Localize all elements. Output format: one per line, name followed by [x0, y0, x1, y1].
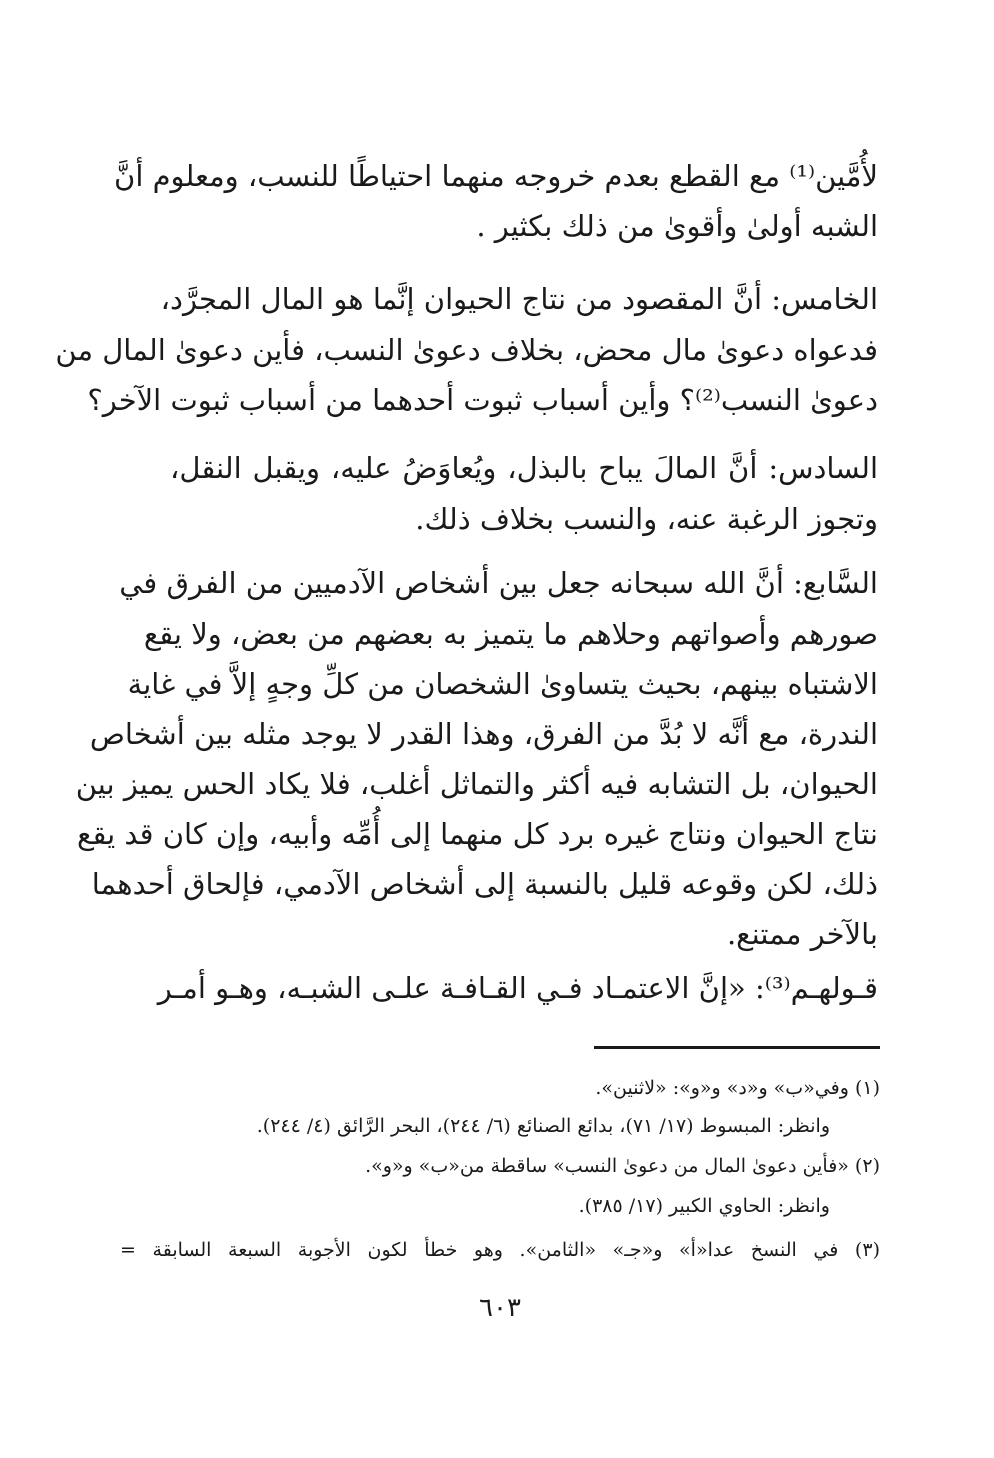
- body-line-5: دعوىٰ النسب⁽²⁾؟ وأين أسباب ثبوت أحدهما من أسباب ثبوت الآخر؟: [87, 383, 878, 417]
- body-line-12: الحيوان، بل التشابه فيه أكثر والتماثل أغلب، فلا يكاد الحس يميز بين: [75, 767, 878, 801]
- footnote-2-ref: وانظر: الحاوي الكبير (١٧/ ٣٨٥).: [578, 1195, 830, 1217]
- body-line-4: فدعواه دعوىٰ مال محض، بخلاف دعوىٰ النسب، فأين دعوىٰ المال من: [55, 333, 878, 367]
- body-line-11: الندرة، مع أنَّه لا بُدَّ من الفرق، وهذا القدر لا يوجد مثله بين أشخاص: [89, 717, 878, 751]
- footnote-2: (٢) «فأين دعوىٰ المال من دعوىٰ النسب» ساقطة من«ب» و«و».: [365, 1155, 880, 1177]
- body-line-8: السَّابع: أنَّ الله سبحانه جعل بين أشخاص الآدميين من الفرق في: [119, 566, 878, 600]
- body-line-1: لأُمَّين⁽¹⁾ مع القطع بعدم خروجه منهما احتياطًا للنسب، ومعلوم أنَّ: [114, 159, 878, 193]
- body-line-10: الاشتباه بينهم، بحيث يتساوىٰ الشخصان من كلِّ وجهٍ إلاَّ في غاية: [127, 667, 878, 701]
- page-number: ٦٠٣: [479, 1293, 521, 1323]
- body-line-9: صورهم وأصواتهم وحلاهم ما يتميز به بعضهم من بعض، ولا يقع: [143, 617, 878, 651]
- footnote-1-ref: وانظر: المبسوط (١٧/ ٧١)، بدائع الصنائع (٦/ ٢٤٤)، البحر الرَّائق (٤/ ٢٤٤).: [256, 1115, 830, 1137]
- body-line-16: قـولهـم⁽³⁾: «إنَّ الاعتمـاد فـي القـافـة علـى الشبـه، وهـو أمـر: [157, 971, 878, 1005]
- body-line-15: بالآخر ممتنع.: [726, 917, 878, 951]
- body-line-13: نتاج الحيوان ونتاج غيره برد كل منهما إلى أُمِّه وأبيه، وإن كان قد يقع: [77, 817, 878, 851]
- footnote-3: (٣) في النسخ عدا«أ» و«جـ» «الثامن». وهو خطأ لكون الأجوبة السبعة السابقة =: [120, 1239, 880, 1261]
- body-line-6: السادس: أنَّ المالَ يباح بالبذل، ويُعاوَضُ عليه، ويقبل النقل،: [170, 451, 878, 485]
- body-line-7: وتجوز الرغبة عنه، والنسب بخلاف ذلك.: [415, 502, 878, 536]
- footnote-1: (١) وفي«ب» و«د» و«و»: «لاثنين».: [595, 1077, 880, 1099]
- body-line-3: الخامس: أنَّ المقصود من نتاج الحيوان إنَّما هو المال المجرَّد،: [160, 282, 878, 316]
- footnote-separator: [594, 1046, 880, 1049]
- body-line-2: الشبه أولىٰ وأقوىٰ من ذلك بكثير .: [476, 209, 878, 243]
- body-line-14: ذلك، لكن وقوعه قليل بالنسبة إلى أشخاص الآدمي، فإلحاق أحدهما: [91, 867, 878, 901]
